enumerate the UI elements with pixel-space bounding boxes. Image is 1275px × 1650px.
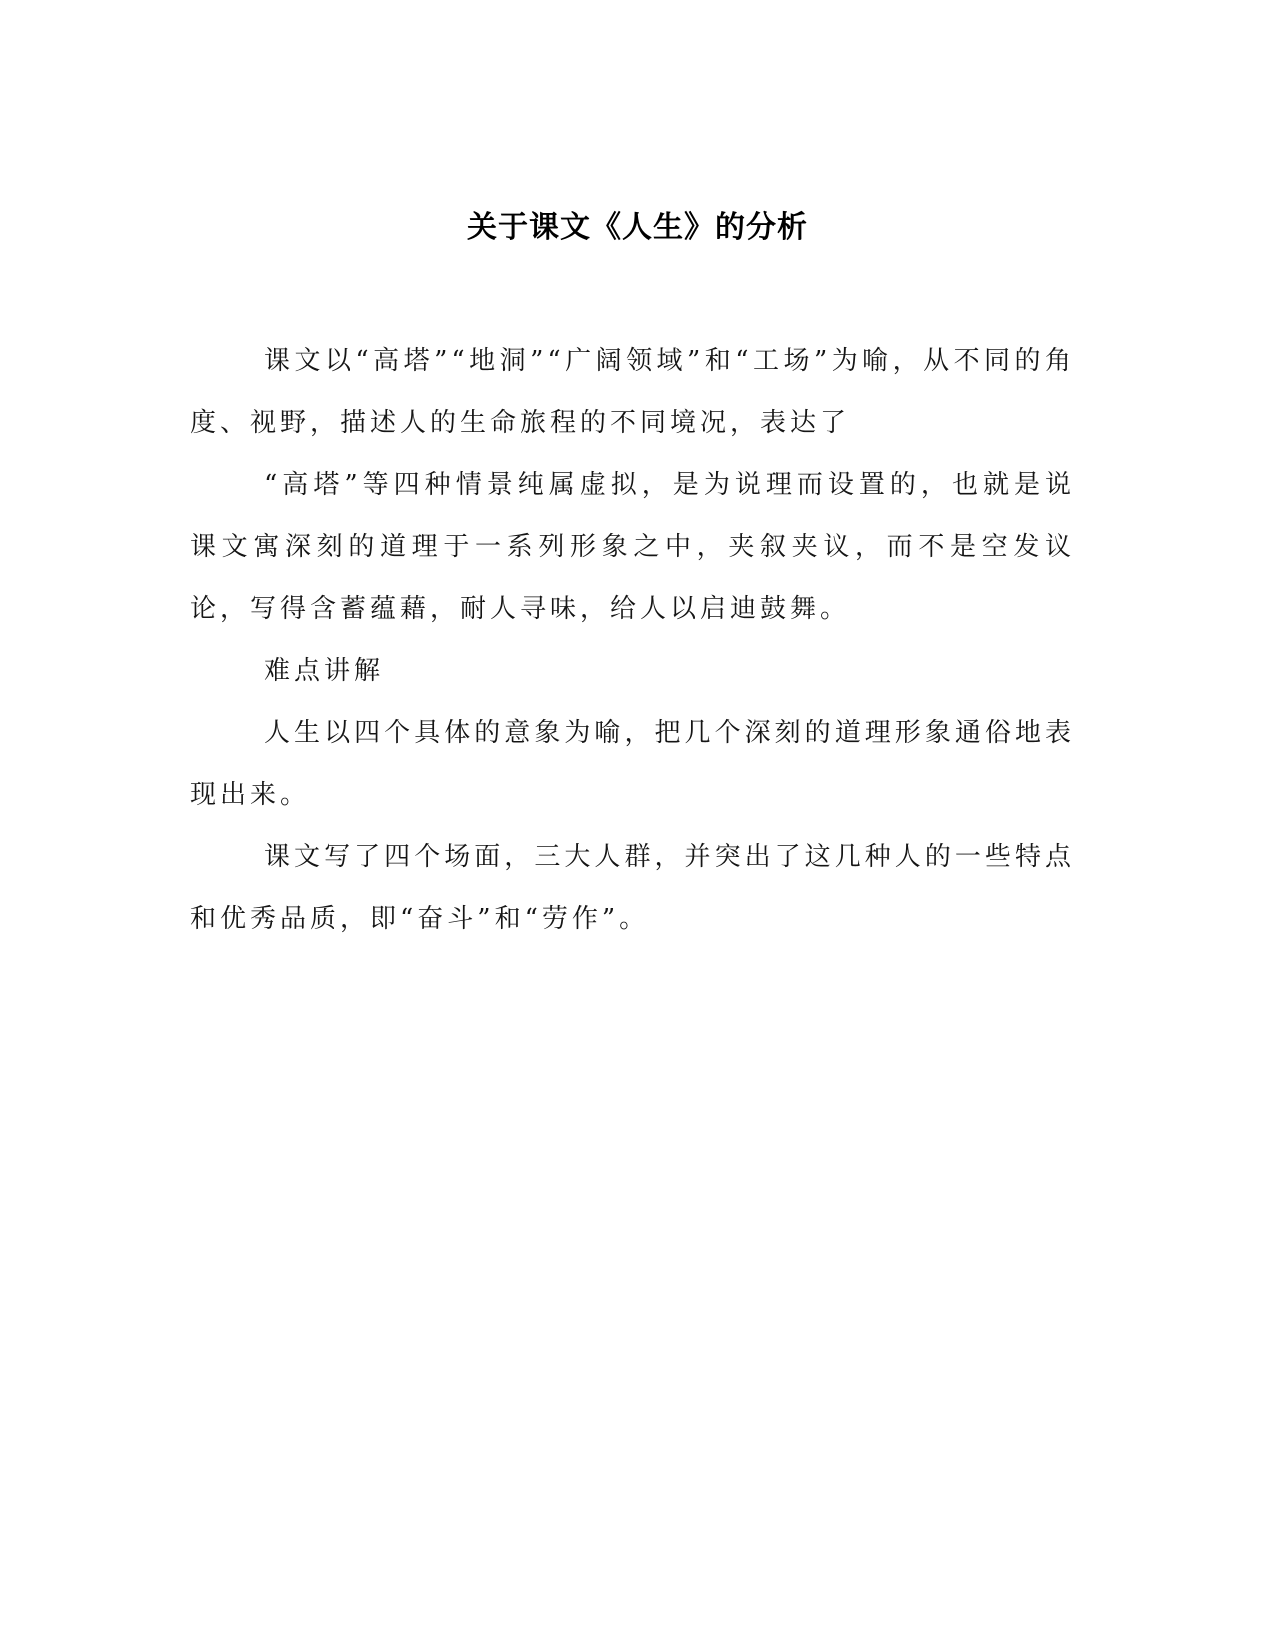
paragraph-groups: 课文写了四个场面，三大人群，并突出了这几种人的一些特点和优秀品质，即“奋斗”和“劳作”。 xyxy=(190,842,1075,934)
document-title: 关于课文《人生》的分析 xyxy=(467,210,808,245)
document-body xyxy=(190,330,1075,950)
paragraph-intro: 课文以“高塔”“地洞”“广阔领域”和“工场”为喻，从不同的角度、视野，描述人的生命旅程的不同境况，表达了 xyxy=(190,346,1075,438)
paragraph-scenes: “高塔”等四种情景纯属虚拟，是为说理而设置的，也就是说课文寓深刻的道理于一系列形象之中，夹叙夹议，而不是空发议论，写得含蓄蕴藉，耐人寻味，给人以启迪鼓舞。 xyxy=(190,470,1075,624)
section-heading-difficulties: 难点讲解 xyxy=(264,656,385,686)
paragraph-imagery: 人生以四个具体的意象为喻，把几个深刻的道理形象通俗地表现出来。 xyxy=(190,718,1075,810)
